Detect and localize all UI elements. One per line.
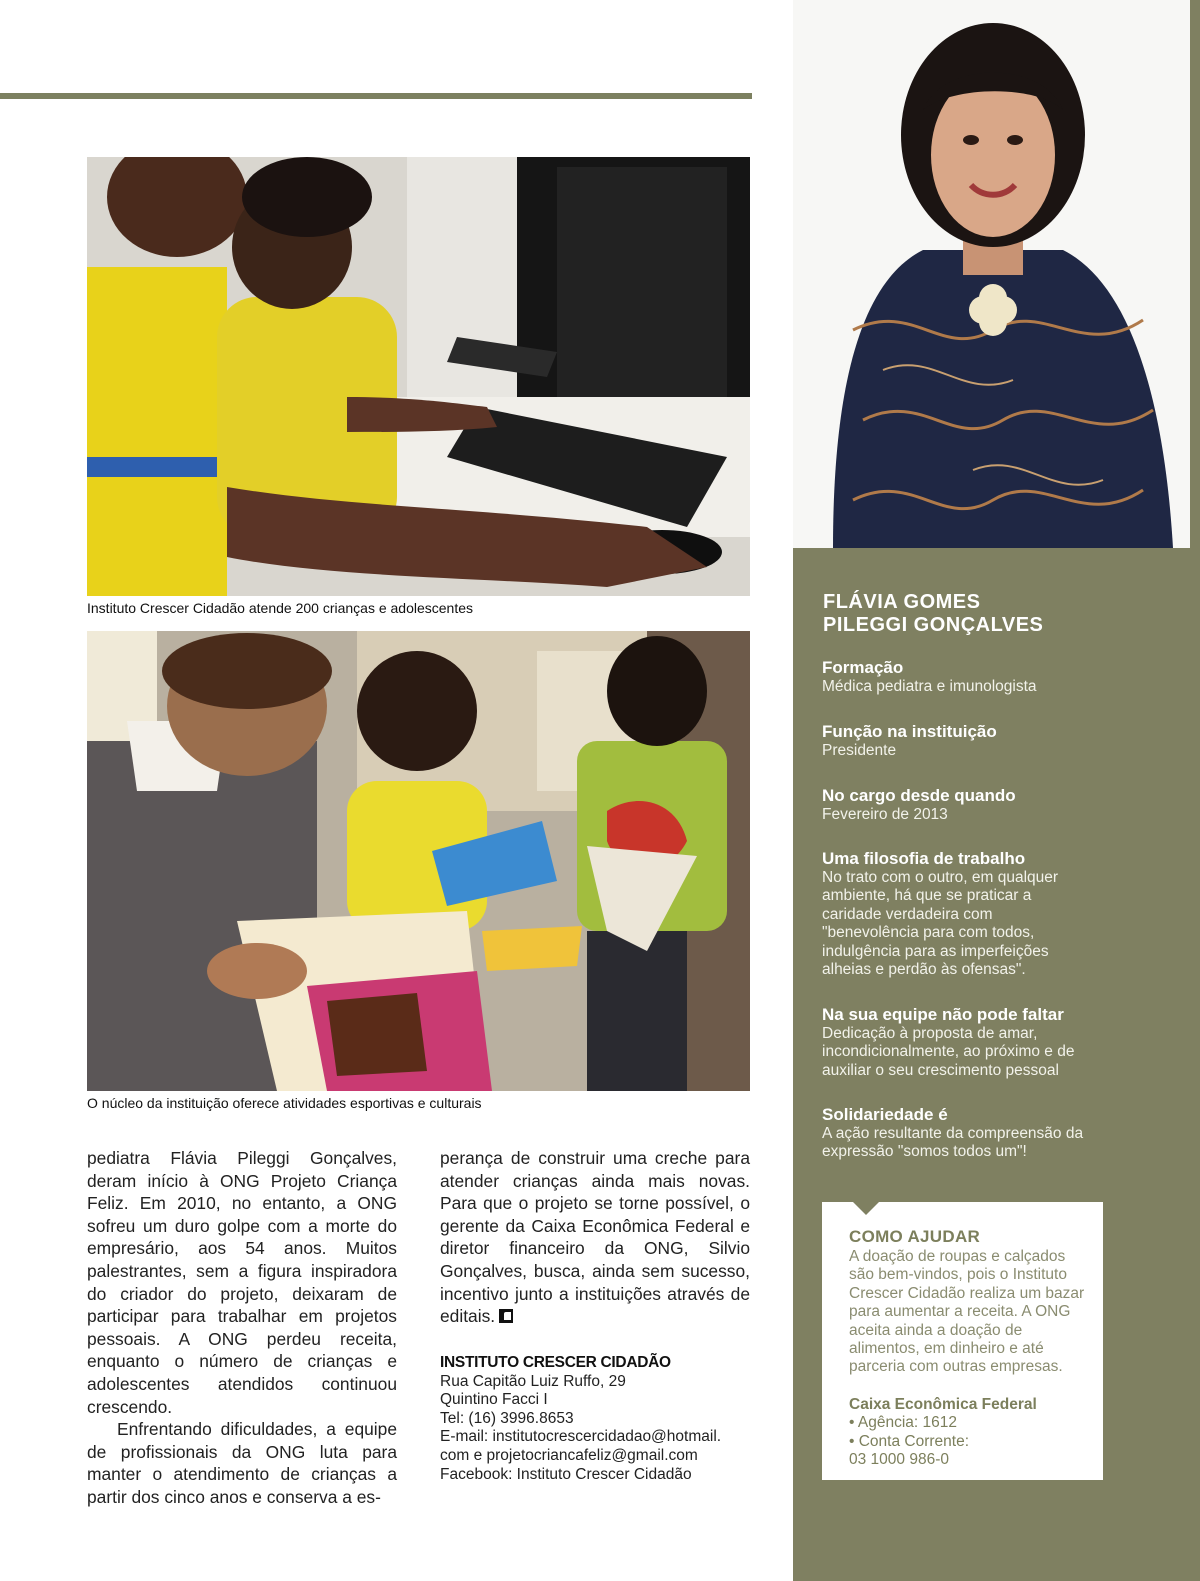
- profile-field-value: Presidente: [822, 742, 897, 759]
- contact-phone: Tel: (16) 3996.8653: [440, 1409, 574, 1427]
- portrait-photo: [793, 0, 1190, 548]
- profile-field-filosofia: [822, 849, 1090, 979]
- profile-field-value: No trato com o outro, em qualquer ambiente, há que se praticar a caridade verdadeira com "benevolência para com todos, indulgência para as imperfeições alheias e perdão às ofensas".: [822, 869, 1059, 979]
- article-paragraph: perança de construir uma creche para atender crianças ainda mais novas. Para que o projeto se torne possível, o gerente da Caixa Econômica Federal e diretor financeiro da ONG, Silvio Gonçalves, busca, ainda sem sucesso, incentivo junto a instituições através de editais.: [440, 1148, 750, 1327]
- profile-field-label: Uma filosofia de trabalho: [822, 849, 1026, 868]
- profile-name-line1: FLÁVIA GOMES: [823, 591, 981, 613]
- profile-field-label: No cargo desde quando: [822, 786, 1016, 805]
- photo-children-reading: [87, 631, 750, 1091]
- contact-facebook: Facebook: Instituto Crescer Cidadão: [440, 1465, 692, 1483]
- how-to-help-notch-icon: [853, 1202, 879, 1215]
- how-to-help-title: COMO AJUDAR: [849, 1227, 981, 1246]
- profile-field-value: Médica pediatra e imunologista: [822, 678, 1037, 695]
- contact-address: Rua Capitão Luiz Ruffo, 29: [440, 1372, 626, 1390]
- profile-name: [823, 591, 1043, 637]
- photo-caption-top: Instituto Crescer Cidadão atende 200 crianças e adolescentes: [87, 600, 474, 616]
- end-of-article-icon: [499, 1309, 513, 1323]
- article-paragraph: pediatra Flávia Pileggi Gonçalves, deram início à ONG Projeto Criança Feliz. Em 2010, no entanto, a ONG sofreu um duro golpe com a morte do empresário, aos 54 anos. Muitos palestrantes, sem a figura inspiradora do criador do projeto, deixaram de participar para trabalhar em projetos pessoais. A ONG perdeu receita, enquanto o número de crianças e adolescentes atendidos continuou crescendo.: [87, 1148, 397, 1417]
- bank-account-label: • Conta Corrente:: [849, 1432, 970, 1450]
- photo-caption-bottom: O núcleo da instituição oferece atividades esportivas e culturais: [87, 1095, 482, 1111]
- profile-field-equipe: [822, 1005, 1112, 1080]
- article-paragraph: Enfrentando dificuldades, a equipe de profissionais da ONG luta para manter o atendimento de crianças a partir dos cinco anos e conserva a es-: [87, 1419, 397, 1507]
- contact-title: INSTITUTO CRESCER CIDADÃO: [440, 1354, 671, 1371]
- article-left-column: [87, 1147, 397, 1509]
- profile-field-value: A ação resultante da compreensão da expressão "somos todos um"!: [822, 1125, 1084, 1161]
- contact-email: E-mail: institutocrescercidadao@hotmail.: [440, 1428, 722, 1446]
- profile-field-label: Na sua equipe não pode faltar: [822, 1005, 1064, 1024]
- profile-field-label: Função na instituição: [822, 722, 997, 741]
- contact-email-continued: com e projetocriancafeliz@gmail.com: [440, 1446, 698, 1464]
- profile-field-formacao: [822, 658, 1122, 696]
- bank-name: Caixa Econômica Federal: [849, 1396, 1037, 1413]
- contact-neighborhood: Quintino Facci I: [440, 1391, 548, 1409]
- profile-field-label: Solidariedade é: [822, 1105, 948, 1124]
- profile-field-solidariedade: [822, 1105, 1112, 1162]
- top-divider-rule: [0, 93, 752, 99]
- photo-children-computers: [87, 157, 750, 596]
- article-right-column: [440, 1147, 750, 1328]
- profile-field-value: Fevereiro de 2013: [822, 806, 948, 823]
- how-to-help-text: A doação de roupas e calçados são bem-vindos, pois o Instituto Crescer Cidadão realiza um bazar para aumentar a receita. A ONG aceita ainda a doação de alimentos, em dinheiro e até parceria com outras empresas.: [849, 1248, 1085, 1376]
- bank-account-number: 03 1000 986-0: [849, 1451, 949, 1469]
- profile-field-label: Formação: [822, 658, 904, 677]
- profile-name-line2: PILEGGI GONÇALVES: [823, 614, 1044, 636]
- contact-block: [440, 1354, 760, 1484]
- bank-details: [849, 1396, 1089, 1470]
- profile-field-cargo: [822, 786, 1122, 824]
- bank-agency: • Agência: 1612: [849, 1414, 957, 1432]
- profile-field-value: Dedicação à proposta de amar, incondicionalmente, ao próximo e de auxiliar o seu crescimento pessoal: [822, 1025, 1075, 1079]
- profile-field-funcao: [822, 722, 1122, 760]
